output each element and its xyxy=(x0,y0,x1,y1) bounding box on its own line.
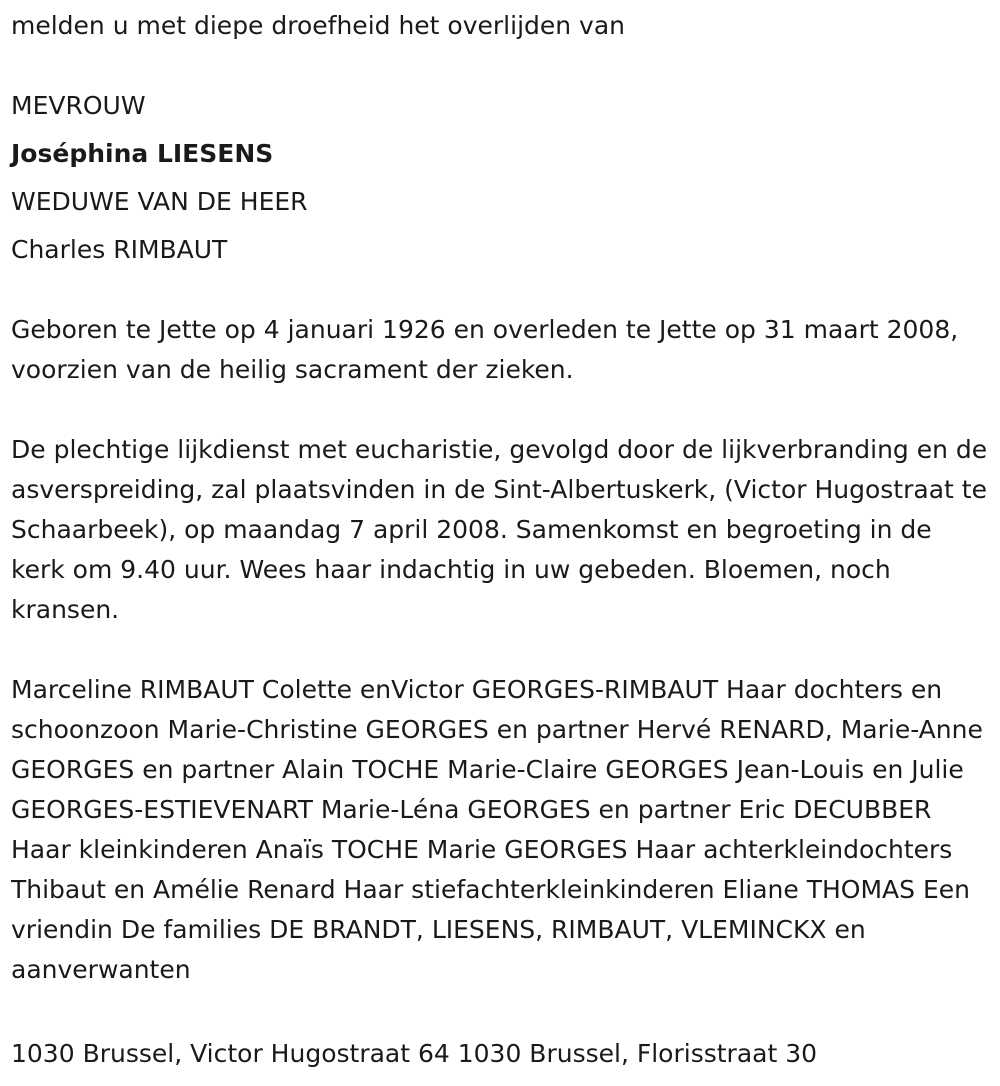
deceased-name: Joséphina LIESENS xyxy=(11,139,274,168)
widow-status: WEDUWE VAN DE HEER xyxy=(11,187,308,216)
intro-line: melden u met diepe droefheid het overlijden van xyxy=(11,11,626,40)
honorific-title: MEVROUW xyxy=(11,91,146,120)
family-paragraph: Marceline RIMBAUT Colette enVictor GEORGES-RIMBAUT Haar dochters en schoonzoon Marie-Christine GEORGES en partner Hervé RENARD, Marie-Anne GEORGES en partner Alain TOCHE Marie-Claire GEORGES Jean-Louis en Julie GEORGES-ESTIEVENART Marie-Léna GEORGES en partner Eric DECUBBER Haar kleinkinderen Anaïs TOCHE Marie GEORGES Haar achterkleindochters Thibaut en Amélie Renard Haar stiefachterkleinkinderen Eliane THOMAS Een vriendin De families DE BRANDT, LIESENS, RIMBAUT, VLEMINCKX en aanverwanten xyxy=(11,675,983,984)
addresses-line: 1030 Brussel, Victor Hugostraat 64 1030 Brussel, Florisstraat 30 xyxy=(11,1039,818,1068)
spouse-name: Charles RIMBAUT xyxy=(11,235,228,264)
birth-death-paragraph: Geboren te Jette op 4 januari 1926 en overleden te Jette op 31 maart 2008, voorzien van de heilig sacrament der zieken. xyxy=(11,315,959,384)
funeral-service-paragraph: De plechtige lijkdienst met eucharistie, gevolgd door de lijkverbranding en de asverspreiding, zal plaatsvinden in de Sint-Albertuskerk, (Victor Hugostraat te Schaarbeek), op maandag 7 april 2008. Samenkomst en begroeting in de kerk om 9.40 uur. Wees haar indachtig in uw gebeden. Bloemen, noch kransen. xyxy=(11,435,988,624)
